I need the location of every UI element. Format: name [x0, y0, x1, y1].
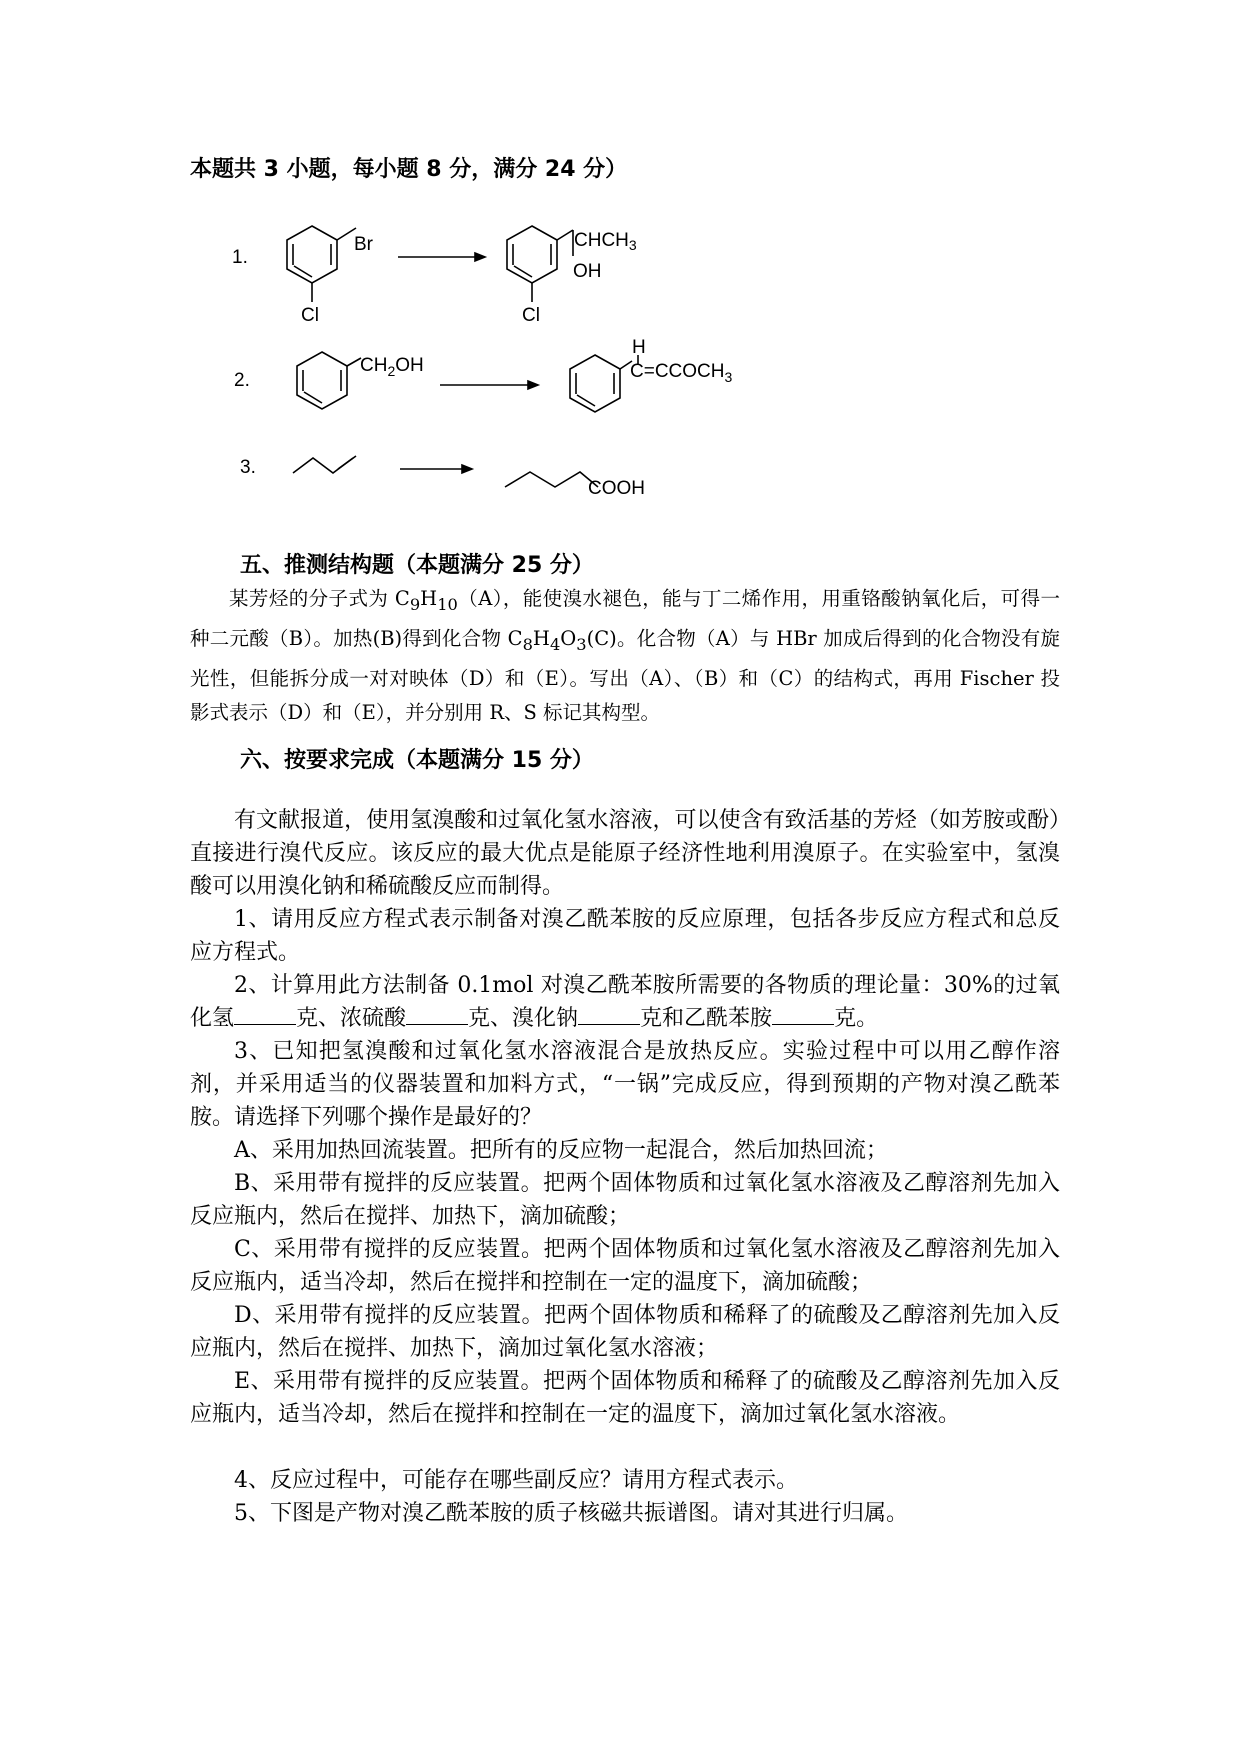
substituent-label: OH [395, 355, 424, 376]
svg-text:CH2OH [360, 355, 424, 379]
question-5: 5、下图是产物对溴乙酰苯胺的质子核磁共振谱图。请对其进行归属。 [234, 1501, 908, 1526]
option-a: A、采用加热回流装置。把所有的反应物一起混合，然后加热回流； [234, 1138, 888, 1163]
bond [347, 358, 361, 366]
svg-text:C=CCOCH3 [630, 361, 732, 385]
subscript: 3 [724, 369, 733, 385]
subscript: 2 [387, 363, 396, 379]
benzene-ring [297, 352, 347, 409]
answer-blank[interactable] [406, 1023, 468, 1025]
substituent-label: CH [360, 355, 388, 376]
alkyl-chain [505, 472, 598, 487]
section6-intro: 有文献报道，使用氢溴酸和过氧化氢水溶液，可以使含有致活基的芳烃（如芳胺或酚）直接进行溴代反应。该反应的最大优点是能原子经济性地利用溴原子。在实验室中，氢溴酸可以用溴化钠和稀硫酸反应而制得。 [190, 808, 1060, 899]
svg-text:CHCH3 [574, 230, 637, 253]
benzene-ring [570, 355, 620, 412]
question-2: 2、计算用此方法制备 0.1mol 对溴乙酰苯胺所需要的各物质的理论量：30%的过氧化氢 克、浓硫酸 克、溴化钠 克和乙酰苯胺 克。 [190, 973, 1060, 1031]
option-e: E、采用带有搅拌的反应装置。把两个固体物质和稀释了的硫酸及乙醇溶剂先加入反应瓶内，适当冷却，然后在搅拌和控制在一定的温度下，滴加过氧化氢水溶液。 [190, 1369, 1060, 1427]
substituent-label: OH [573, 261, 602, 282]
substituent-label: COOH [588, 478, 645, 499]
reaction-number: 3. [240, 457, 256, 478]
section4-intro: 本题共 3 小题，每小题 8 分，满分 24 分） [190, 157, 628, 182]
substituent-label: Cl [522, 305, 540, 326]
option-b: B、采用带有搅拌的反应装置。把两个固体物质和过氧化氢水溶液及乙醇溶剂先加入反应瓶内，然后在搅拌、加热下，滴加硫酸； [190, 1171, 1060, 1229]
reaction-number: 1. [232, 247, 248, 268]
answer-blank[interactable] [234, 1023, 296, 1025]
double-bond [338, 456, 356, 469]
option-d: D、采用带有搅拌的反应装置。把两个固体物质和稀释了的硫酸及乙醇溶剂先加入反应瓶内，然后在搅拌、加热下，滴加过氧化氢水溶液； [190, 1303, 1060, 1361]
reaction-schemes [0, 0, 1241, 520]
bond [557, 230, 573, 240]
question-3: 3、已知把氢溴酸和过氧化氢水溶液混合是放热反应。实验过程中可以用乙醇作溶剂，并采用适当的仪器装置和加料方式，“一锅”完成反应，得到预期的产物对溴乙酰苯胺。请选择下列哪个操作是最好的？ [190, 1039, 1060, 1130]
section6-title: 六、按要求完成（本题满分 15 分） [240, 748, 594, 773]
subscript: 3 [628, 237, 637, 253]
substituent-label: CHCH [574, 230, 629, 251]
question-4: 4、反应过程中，可能存在哪些副反应？请用方程式表示。 [234, 1468, 798, 1493]
benzene-ring [287, 226, 337, 283]
substituent-label: C=CCOCH [630, 361, 725, 382]
section5-title: 五、推测结构题（本题满分 25 分） [240, 553, 594, 578]
reaction-number: 2. [234, 370, 250, 391]
section5-paragraph: 某芳烃的分子式为 $C_9H_{10}(A)$，能使溴水褪色，能与丁二烯作用，用重铬酸钠氧化后，可得一种二元酸（B）。加热(B)得到化合物 $C_8H_4O_3(C)$。化合物（A）与 HBr 加成后得到的化合物没有旋光性，但能拆分成一对对映体（D）和（E）。写出（A）、（B）和（C）的结构式，再用 Fischer 投影式表示（D）和（E），并分别用 R、S 标记其构型。 [190, 587, 1060, 724]
benzene-ring [507, 226, 557, 283]
substituent-label: H [632, 337, 646, 358]
answer-blank[interactable] [578, 1023, 640, 1025]
substituent-label: Cl [301, 305, 319, 326]
option-c: C、采用带有搅拌的反应装置。把两个固体物质和过氧化氢水溶液及乙醇溶剂先加入反应瓶内，适当冷却，然后在搅拌和控制在一定的温度下，滴加硫酸； [190, 1237, 1060, 1295]
substituent-label: Br [354, 234, 373, 255]
answer-blank[interactable] [772, 1023, 834, 1025]
question-1: 1、请用反应方程式表示制备对溴乙酰苯胺的反应原理，包括各步反应方程式和总反应方程式。 [190, 907, 1060, 965]
